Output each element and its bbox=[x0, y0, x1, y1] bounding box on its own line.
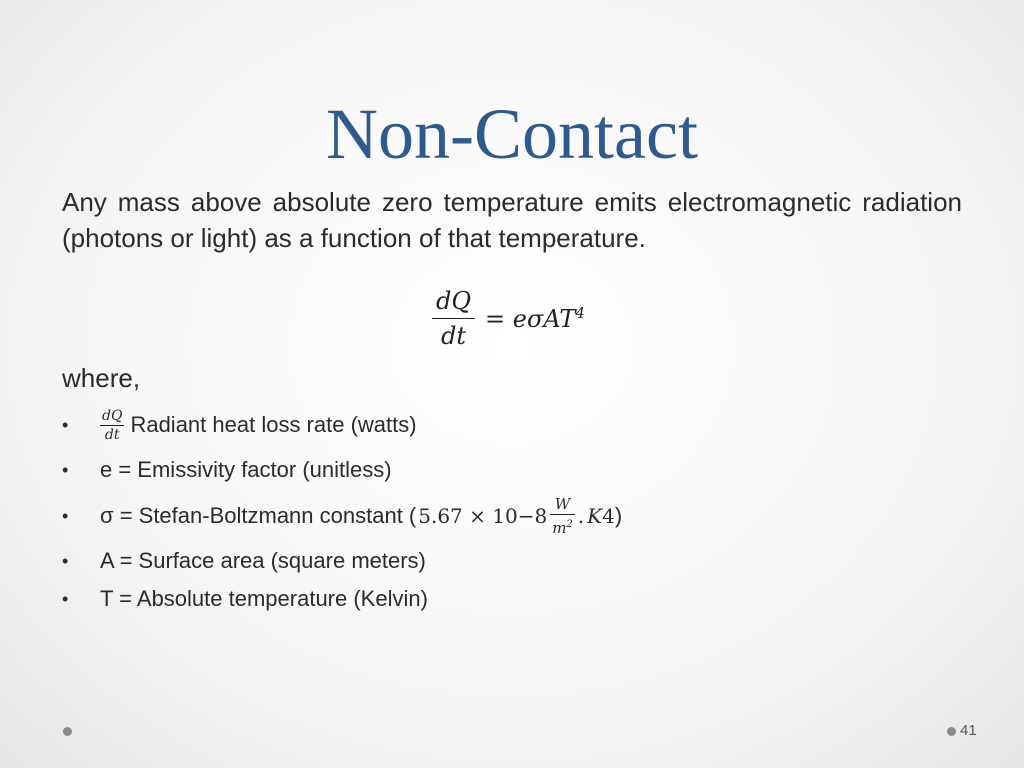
constant-coefficient: 5.67 × 10 bbox=[418, 504, 518, 528]
bullet-dot: • bbox=[62, 550, 69, 571]
unit-denominator-base: m bbox=[552, 518, 567, 537]
bullet-dot: • bbox=[62, 459, 69, 480]
bullet-text: Radiant heat loss rate (watts) bbox=[130, 412, 417, 437]
list-item bbox=[62, 542, 962, 580]
unit-dot: . bbox=[577, 504, 585, 528]
intro-paragraph: Any mass above absolute zero temperature emits electromagnetic radiation (photons or light) as a function of that temperature. bbox=[62, 187, 962, 253]
unit-denominator bbox=[550, 515, 575, 537]
slide-title: Non-Contact bbox=[326, 94, 698, 174]
bullet-text: T = Absolute temperature (Kelvin) bbox=[100, 586, 428, 611]
bullet-dot: • bbox=[62, 414, 69, 435]
stefan-boltzmann-value bbox=[418, 496, 615, 537]
list-item bbox=[62, 400, 962, 450]
list-item bbox=[62, 490, 962, 542]
page-number: 41 bbox=[960, 722, 977, 739]
equation-numerator: dQ bbox=[432, 286, 475, 319]
list-item bbox=[62, 580, 962, 618]
unit-denominator-exponent: 2 bbox=[566, 518, 573, 530]
constant-exponent: −8 bbox=[517, 504, 548, 528]
corner-dot-left bbox=[63, 727, 72, 736]
corner-dot-right bbox=[947, 727, 956, 736]
unit-fraction bbox=[550, 496, 575, 537]
bullet-dot: • bbox=[62, 588, 69, 609]
definitions-list bbox=[62, 400, 962, 618]
equation-denominator: dt bbox=[441, 322, 467, 350]
fraction-numerator: dQ bbox=[102, 407, 123, 424]
bullet-dot: • bbox=[62, 505, 69, 526]
list-item bbox=[62, 450, 962, 490]
heat-rate-fraction bbox=[100, 408, 124, 443]
fraction-denominator: dt bbox=[104, 426, 120, 443]
unit-numerator: W bbox=[550, 496, 575, 515]
unit-kelvin: K bbox=[587, 504, 603, 528]
where-label: where, bbox=[62, 363, 141, 393]
stefan-boltzmann-equation bbox=[432, 286, 585, 351]
bullet-text: A = Surface area (square meters) bbox=[100, 548, 426, 573]
unit-kelvin-exponent: 4 bbox=[602, 504, 615, 528]
bullet-text: e = Emissivity factor (unitless) bbox=[100, 457, 392, 482]
equation-rhs-prefix: = eσAT bbox=[485, 305, 576, 333]
bullet-text-close: ) bbox=[614, 503, 623, 528]
equation-rhs bbox=[485, 304, 585, 333]
equation-rhs-exponent: 4 bbox=[575, 304, 585, 322]
equation-fraction bbox=[432, 286, 475, 351]
bullet-text: σ = Stefan-Boltzmann constant ( bbox=[100, 503, 417, 528]
